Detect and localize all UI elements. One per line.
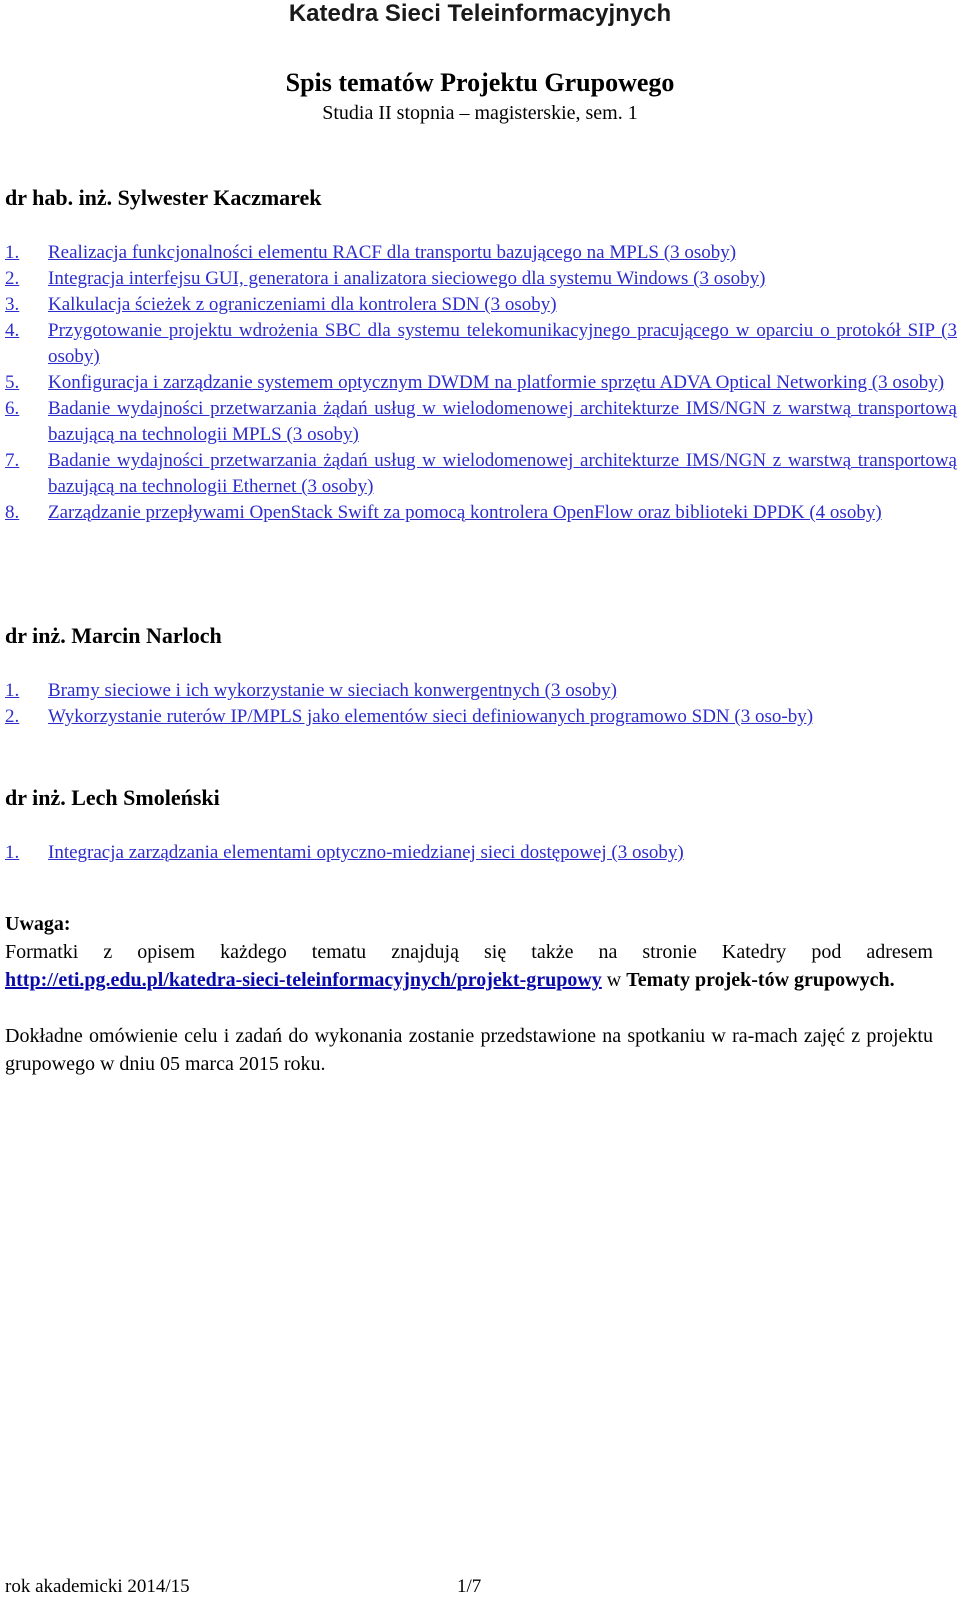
topic-link[interactable]: Integracja zarządzania elementami optyczno-miedzianej sieci dostępowej (3 osoby): [48, 842, 684, 863]
topic-number: 2.: [5, 268, 20, 289]
topic-number: 1.: [5, 842, 20, 863]
topic-number: 1.: [5, 242, 20, 263]
topic-number: 3.: [5, 294, 20, 315]
topic-item[interactable]: [5, 840, 957, 866]
topic-number: 4.: [5, 320, 20, 341]
topic-item[interactable]: [5, 240, 957, 266]
note-paragraph-2: Dokładne omówienie celu i zadań do wykonania zostanie przedstawione na spotkaniu w ra-mach zajęć z projektu grupowego w dniu 05 marca 2015 roku.: [5, 1025, 933, 1075]
topic-number: 2.: [5, 706, 20, 727]
topic-link[interactable]: Badanie wydajności przetwarzania żądań usług w wielodomenowej architekturze IMS/NGN z warstwą transportową bazującą na technologii Ethernet (3 osoby): [48, 450, 957, 497]
page-title: Spis tematów Projektu Grupowego: [285, 68, 675, 97]
topic-list: [5, 840, 957, 866]
topic-item[interactable]: [5, 500, 957, 526]
topic-link[interactable]: Badanie wydajności przetwarzania żądań usług w wielodomenowej architekturze IMS/NGN z warstwą transportową bazującą na technologii MPLS (3 osoby): [48, 398, 957, 445]
topic-number: 8.: [5, 502, 20, 523]
academic-year: rok akademicki 2014/15: [5, 1576, 190, 1597]
topic-link[interactable]: Konfiguracja i zarządzanie systemem optycznym DWDM na platformie sprzętu ADVA Optical Networking (3 osoby): [48, 372, 945, 393]
supervisor-section-narloch: [5, 622, 957, 730]
supervisor-name: dr inż. Marcin Narloch: [5, 623, 222, 648]
note-text: Formatki z opisem każdego tematu znajdują się także na stronie Katedry pod adresem: [5, 941, 933, 963]
topic-number: 7.: [5, 450, 20, 471]
note-paragraph-1: [5, 938, 933, 994]
topic-list: [5, 678, 957, 730]
topic-link[interactable]: Integracja interfejsu GUI, generatora i analizatora sieciowego dla systemu Windows (3 osoby): [48, 268, 766, 289]
page-subtitle: Studia II stopnia – magisterskie, sem. 1: [322, 102, 638, 124]
page-number: 1/7: [457, 1576, 482, 1597]
note-block: [5, 910, 933, 1078]
topic-link[interactable]: Zarządzanie przepływami OpenStack Swift za pomocą kontrolera OpenFlow oraz biblioteki DPDK (4 osoby): [48, 502, 882, 523]
topic-list: [5, 240, 957, 526]
topic-item[interactable]: [5, 292, 957, 318]
supervisor-name: dr hab. inż. Sylwester Kaczmarek: [5, 185, 322, 210]
topic-item[interactable]: [5, 678, 957, 704]
supervisor-section-kaczmarek: [5, 184, 957, 526]
topic-number: 1.: [5, 680, 20, 701]
note-label: Uwaga:: [5, 913, 71, 935]
supervisor-name: dr inż. Lech Smoleński: [5, 785, 220, 810]
topic-number: 6.: [5, 398, 20, 419]
topic-link[interactable]: Bramy sieciowe i ich wykorzystanie w sieciach konwergentnych (3 osoby): [48, 680, 617, 701]
note-target-section: Tematy projek-tów grupowych.: [626, 969, 895, 991]
topic-link[interactable]: Realizacja funkcjonalności elementu RACF dla transportu bazującego na MPLS (3 osoby): [48, 242, 737, 263]
topic-link[interactable]: Kalkulacja ścieżek z ograniczeniami dla kontrolera SDN (3 osoby): [48, 294, 557, 315]
topic-link[interactable]: Przygotowanie projektu wdrożenia SBC dla systemu telekomunikacyjnego pracującego w oparciu o protokół SIP (3 osoby): [48, 320, 957, 367]
topic-link[interactable]: Wykorzystanie ruterów IP/MPLS jako elementów sieci definiowanych programowo SDN (3 oso-by): [48, 706, 814, 727]
topic-item[interactable]: [5, 266, 957, 292]
department-header: Katedra Sieci Teleinformacyjnych: [288, 0, 672, 27]
topic-item[interactable]: [5, 448, 957, 500]
topic-number: 5.: [5, 372, 20, 393]
note-mid-text: w: [606, 969, 622, 991]
topic-item[interactable]: [5, 318, 957, 370]
supervisor-section-smolenski: [5, 784, 957, 866]
topic-item[interactable]: [5, 396, 957, 448]
department-url-link[interactable]: http://eti.pg.edu.pl/katedra-sieci-teleinformacyjnych/projekt-grupowy: [5, 969, 602, 991]
topic-item[interactable]: [5, 704, 957, 730]
topic-item[interactable]: [5, 370, 957, 396]
